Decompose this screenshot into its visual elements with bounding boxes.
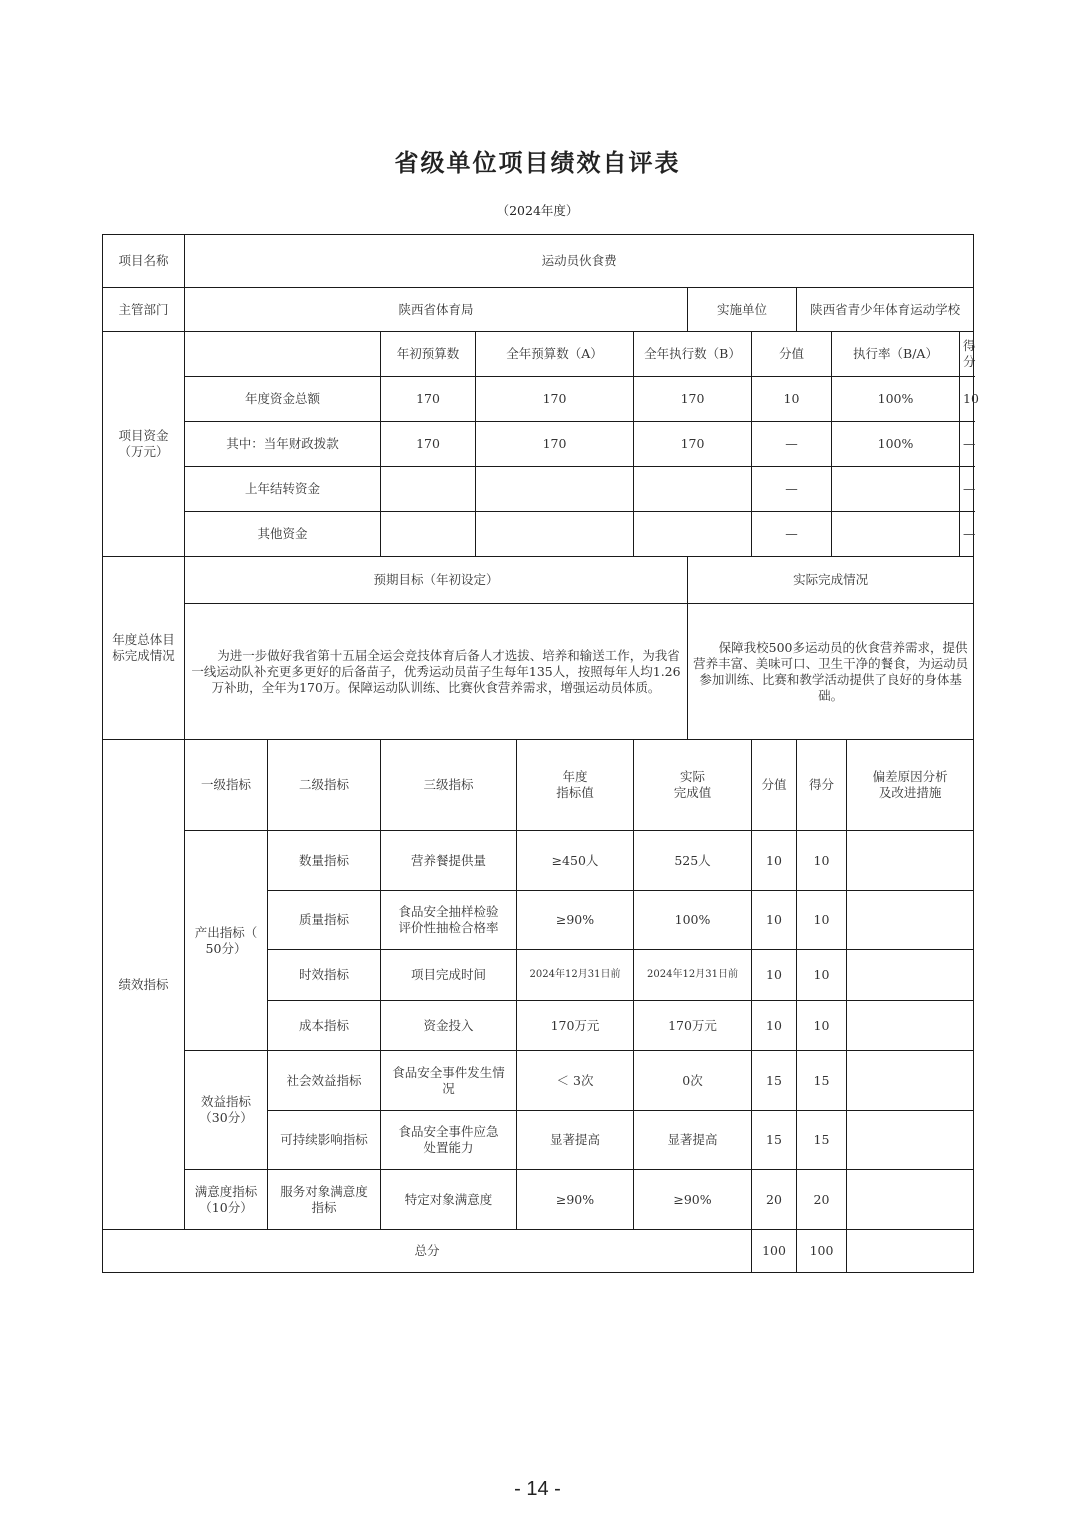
implementing-unit-label: 实施单位 bbox=[688, 288, 797, 332]
goals-actual-text: 保障我校500多运动员的伙食营养需求，提供营养丰富、美味可口、卫生干净的餐食，为运动员参加训练、比赛和教学活动提供了良好的身体基础。 bbox=[688, 604, 974, 740]
indicator-target: ≥450人 bbox=[517, 831, 634, 891]
indicator-deviation bbox=[847, 1001, 974, 1051]
indicator-level3: 食品安全事件发生情 况 bbox=[381, 1051, 517, 1111]
total-row bbox=[103, 1230, 974, 1273]
page-title: 省级单位项目绩效自评表 bbox=[394, 149, 681, 177]
indicator-deviation bbox=[847, 1170, 974, 1230]
funds-row-rate bbox=[832, 467, 960, 512]
indicator-actual: ≥90% bbox=[634, 1170, 752, 1230]
indicator-level2: 可持续影响指标 bbox=[268, 1111, 381, 1170]
department-label: 主管部门 bbox=[103, 288, 185, 332]
indicator-row bbox=[103, 831, 974, 891]
funds-row-annual bbox=[476, 467, 634, 512]
funds-row-label: 年度资金总额 bbox=[185, 377, 381, 422]
indicator-level3: 资金投入 bbox=[381, 1001, 517, 1051]
indicator-score: 10 bbox=[797, 891, 847, 950]
funds-row-executed: 170 bbox=[634, 377, 752, 422]
total-score: 100 bbox=[797, 1230, 847, 1273]
year-label: （2024年度） bbox=[496, 203, 579, 218]
indicator-target: 显著提高 bbox=[517, 1111, 634, 1170]
indicator-score-value: 20 bbox=[752, 1170, 797, 1230]
indicator-level3: 食品安全事件应急 处置能力 bbox=[381, 1111, 517, 1170]
funds-row-label: 上年结转资金 bbox=[185, 467, 381, 512]
indicator-target: ≥90% bbox=[517, 1170, 634, 1230]
indicator-target: ≥90% bbox=[517, 891, 634, 950]
funds-row-executed bbox=[634, 467, 752, 512]
indicator-score-value: 10 bbox=[752, 891, 797, 950]
indicator-level2: 服务对象满意度 指标 bbox=[268, 1170, 381, 1230]
indicator-header-row bbox=[103, 740, 974, 831]
indicator-level2: 时效指标 bbox=[268, 950, 381, 1001]
indicator-score-value: 15 bbox=[752, 1051, 797, 1111]
funds-header-blank bbox=[185, 332, 381, 377]
performance-section-label: 绩效指标 bbox=[103, 740, 185, 1230]
total-score-value: 100 bbox=[752, 1230, 797, 1273]
department-row bbox=[103, 288, 974, 332]
funds-header-initial: 年初预算数 bbox=[381, 332, 476, 377]
performance-evaluation-table bbox=[102, 234, 979, 1273]
funds-row-score-value: — bbox=[752, 422, 832, 467]
indicator-score: 10 bbox=[797, 831, 847, 891]
indicator-score-value: 10 bbox=[752, 950, 797, 1001]
header-score: 得分 bbox=[797, 740, 847, 831]
indicator-row bbox=[103, 1051, 974, 1111]
indicator-level3: 项目完成时间 bbox=[381, 950, 517, 1001]
funds-row-score: — bbox=[960, 512, 974, 557]
indicator-level2: 数量指标 bbox=[268, 831, 381, 891]
page-number: - 14 - bbox=[514, 1478, 561, 1500]
header-level3: 三级指标 bbox=[381, 740, 517, 831]
goals-expected-text: 为进一步做好我省第十五届全运会竞技体育后备人才选拔、培养和输送工作，为我省一线运动队补充更多更好的后备苗子，优秀运动员苗子生每年135人，按照每年人均1.26万补助，全年为170万。保障运动队训练、比赛伙食营养需求，增强运动员体质。 bbox=[185, 604, 688, 740]
funds-row-executed: 170 bbox=[634, 422, 752, 467]
total-deviation bbox=[847, 1230, 974, 1273]
indicator-target: 170万元 bbox=[517, 1001, 634, 1051]
funds-section-label: 项目资金 （万元） bbox=[103, 332, 185, 557]
funds-row-score-value: 10 bbox=[752, 377, 832, 422]
funds-row-annual: 170 bbox=[476, 422, 634, 467]
funds-row-rate bbox=[832, 512, 960, 557]
indicator-score: 20 bbox=[797, 1170, 847, 1230]
funds-row-score: — bbox=[960, 467, 974, 512]
funds-row-annual bbox=[476, 512, 634, 557]
goals-section-label: 年度总体目 标完成情况 bbox=[103, 557, 185, 740]
header-level1: 一级指标 bbox=[185, 740, 268, 831]
funds-row-initial bbox=[381, 467, 476, 512]
implementing-unit-value: 陕西省青少年体育运动学校 bbox=[797, 288, 974, 332]
indicator-target: 2024年12月31日前 bbox=[517, 950, 634, 1001]
indicator-target: ＜ 3次 bbox=[517, 1051, 634, 1111]
header-score-value: 分值 bbox=[752, 740, 797, 831]
goals-expected-header: 预期目标（年初设定） bbox=[185, 557, 688, 604]
funds-row bbox=[103, 422, 974, 467]
goals-actual-header: 实际完成情况 bbox=[688, 557, 974, 604]
indicator-score: 15 bbox=[797, 1111, 847, 1170]
funds-row-rate: 100% bbox=[832, 422, 960, 467]
project-name-value: 运动员伙食费 bbox=[185, 235, 974, 288]
department-value: 陕西省体育局 bbox=[185, 288, 688, 332]
funds-row-initial: 170 bbox=[381, 377, 476, 422]
indicator-level3: 营养餐提供量 bbox=[381, 831, 517, 891]
funds-row-score-value: — bbox=[752, 512, 832, 557]
indicator-level2: 质量指标 bbox=[268, 891, 381, 950]
funds-row-executed bbox=[634, 512, 752, 557]
indicator-actual: 100% bbox=[634, 891, 752, 950]
indicator-deviation bbox=[847, 1111, 974, 1170]
funds-header-score: 得分 bbox=[960, 332, 974, 377]
funds-row-score-value: — bbox=[752, 467, 832, 512]
header-target: 年度 指标值 bbox=[517, 740, 634, 831]
indicator-deviation bbox=[847, 891, 974, 950]
funds-row bbox=[103, 512, 974, 557]
indicator-actual: 0次 bbox=[634, 1051, 752, 1111]
indicator-score: 15 bbox=[797, 1051, 847, 1111]
indicator-score-value: 10 bbox=[752, 831, 797, 891]
indicator-score: 10 bbox=[797, 1001, 847, 1051]
funds-header-rate: 执行率（B/A） bbox=[832, 332, 960, 377]
funds-row bbox=[103, 467, 974, 512]
indicator-level3: 食品安全抽样检验 评价性抽检合格率 bbox=[381, 891, 517, 950]
group-satisfaction-label: 满意度指标 （10分） bbox=[185, 1170, 268, 1230]
indicator-actual: 170万元 bbox=[634, 1001, 752, 1051]
funds-header-annual: 全年预算数（A） bbox=[476, 332, 634, 377]
total-label: 总分 bbox=[103, 1230, 752, 1273]
indicator-actual: 显著提高 bbox=[634, 1111, 752, 1170]
funds-row-initial: 170 bbox=[381, 422, 476, 467]
indicator-score-value: 15 bbox=[752, 1111, 797, 1170]
indicator-level2: 成本指标 bbox=[268, 1001, 381, 1051]
header-deviation: 偏差原因分析 及改进措施 bbox=[847, 740, 974, 831]
goals-header-row bbox=[103, 557, 974, 604]
funds-row bbox=[103, 377, 974, 422]
indicator-score: 10 bbox=[797, 950, 847, 1001]
funds-row-score: 10 bbox=[960, 377, 974, 422]
indicator-actual: 525人 bbox=[634, 831, 752, 891]
funds-header-score-value: 分值 bbox=[752, 332, 832, 377]
indicator-deviation bbox=[847, 831, 974, 891]
indicator-score-value: 10 bbox=[752, 1001, 797, 1051]
indicator-deviation bbox=[847, 1051, 974, 1111]
funds-header-executed: 全年执行数（B） bbox=[634, 332, 752, 377]
funds-row-label: 其他资金 bbox=[185, 512, 381, 557]
funds-row-label: 其中：当年财政拨款 bbox=[185, 422, 381, 467]
header-actual: 实际 完成值 bbox=[634, 740, 752, 831]
indicator-deviation bbox=[847, 950, 974, 1001]
funds-header-row bbox=[103, 332, 974, 377]
indicator-actual: 2024年12月31日前 bbox=[634, 950, 752, 1001]
goals-content-row bbox=[103, 604, 974, 740]
group-benefit-label: 效益指标 （30分） bbox=[185, 1051, 268, 1170]
project-name-row bbox=[103, 235, 974, 288]
header-level2: 二级指标 bbox=[268, 740, 381, 831]
group-output-label: 产出指标（ 50分） bbox=[185, 831, 268, 1051]
funds-row-initial bbox=[381, 512, 476, 557]
indicator-row bbox=[103, 1170, 974, 1230]
indicator-level3: 特定对象满意度 bbox=[381, 1170, 517, 1230]
project-name-label: 项目名称 bbox=[103, 235, 185, 288]
funds-row-rate: 100% bbox=[832, 377, 960, 422]
indicator-level2: 社会效益指标 bbox=[268, 1051, 381, 1111]
funds-row-score: — bbox=[960, 422, 974, 467]
funds-row-annual: 170 bbox=[476, 377, 634, 422]
